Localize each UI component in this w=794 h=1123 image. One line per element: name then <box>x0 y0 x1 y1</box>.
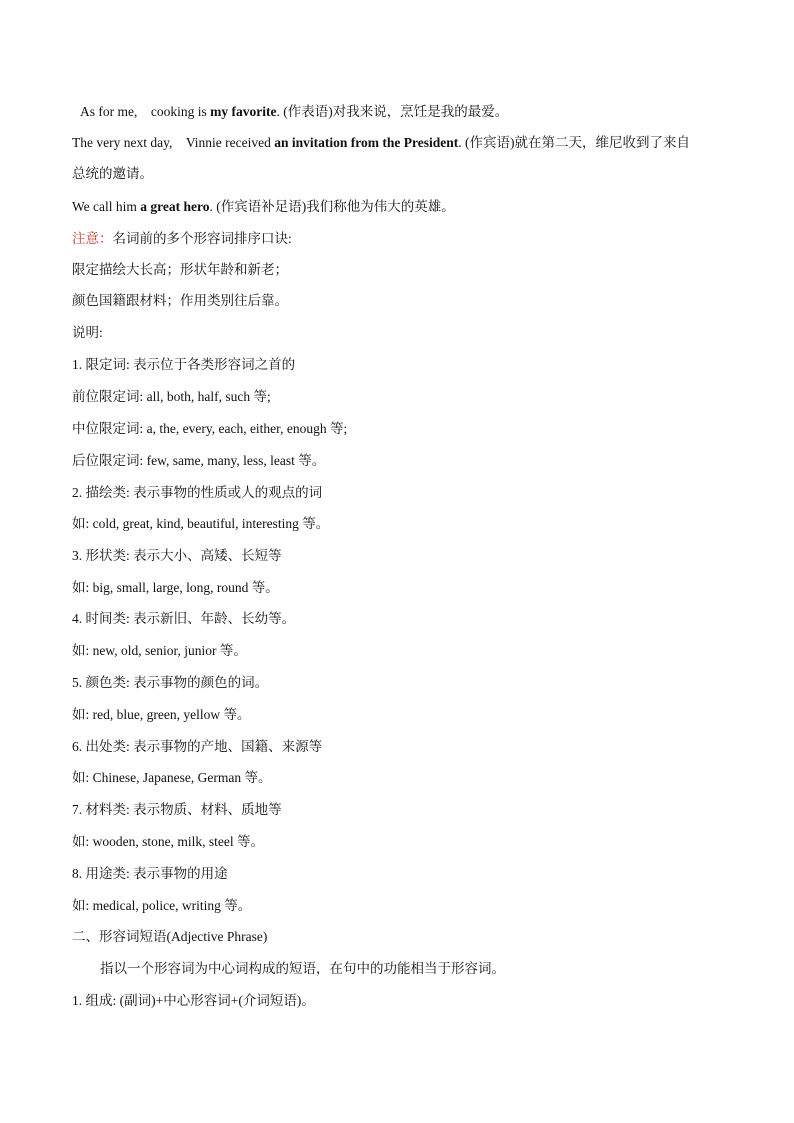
list-item: 如: medical, police, writing 等。 <box>72 898 252 913</box>
example-sentence-2 <box>72 133 724 153</box>
section-heading: 二、形容词短语(Adjective Phrase) <box>72 929 268 944</box>
list-item: 4. 时间类: 表示新旧、年龄、长幼等。 <box>72 611 296 626</box>
example-sentence-3 <box>72 197 724 217</box>
list-item: 后位限定词: few, same, many, less, least 等。 <box>72 453 326 468</box>
rhyme-line-2: 颜色国籍跟材料；作用类别往后靠。 <box>72 293 288 308</box>
list-item: 中位限定词: a, the, every, each, either, enough 等; <box>72 421 348 436</box>
example-1-emphasis: my favorite <box>210 104 277 119</box>
explanation-label: 说明: <box>72 325 103 340</box>
note-label: 注意： <box>72 231 113 246</box>
example-3-emphasis: a great hero <box>140 199 210 214</box>
example-3-translation: . (作宾语补足语)我们称他为伟大的英雄。 <box>209 199 455 214</box>
example-3-text: We call him <box>72 199 141 214</box>
list-item: 8. 用途类: 表示事物的用途 <box>72 866 228 881</box>
list-item: 如: red, blue, green, yellow 等。 <box>72 707 251 722</box>
note-line <box>72 229 724 249</box>
list-item: 3. 形状类: 表示大小、高矮、长短等 <box>72 548 282 563</box>
example-1-text: As for me, cooking is <box>80 104 211 119</box>
list-item: 如: new, old, senior, junior 等。 <box>72 643 247 658</box>
example-2-text: The very next day, Vinnie received <box>72 135 275 150</box>
section-definition: 指以一个形容词为中心词构成的短语，在句中的功能相当于形容词。 <box>100 961 505 976</box>
note-text: 名词前的多个形容词排序口诀: <box>112 231 292 246</box>
rhyme-line-1: 限定描绘大长高；形状年龄和新老； <box>72 262 288 277</box>
example-sentence-2-continued: 总统的邀请。 <box>72 166 153 181</box>
example-2-translation: . (作宾语)就在第二天，维尼收到了来自 <box>458 135 690 150</box>
list-item: 2. 描绘类: 表示事物的性质或人的观点的词 <box>72 485 323 500</box>
list-item: 1. 限定词: 表示位于各类形容词之首的 <box>72 357 296 372</box>
list-item: 如: cold, great, kind, beautiful, interesting 等。 <box>72 516 330 531</box>
composition-line: 1. 组成: (副词)+中心形容词+(介词短语)。 <box>72 993 315 1008</box>
list-item: 如: big, small, large, long, round 等。 <box>72 580 279 595</box>
list-item: 如: wooden, stone, milk, steel 等。 <box>72 834 264 849</box>
example-1-translation: . (作表语)对我来说，烹饪是我的最爱。 <box>276 104 509 119</box>
example-2-emphasis: an invitation from the President <box>274 135 459 150</box>
list-item: 前位限定词: all, both, half, such 等; <box>72 389 271 404</box>
example-sentence-1 <box>80 102 724 122</box>
list-item: 6. 出处类: 表示事物的产地、国籍、来源等 <box>72 739 323 754</box>
list-item: 7. 材料类: 表示物质、材料、质地等 <box>72 802 282 817</box>
list-item: 如: Chinese, Japanese, German 等。 <box>72 770 272 785</box>
list-item: 5. 颜色类: 表示事物的颜色的词。 <box>72 675 269 690</box>
